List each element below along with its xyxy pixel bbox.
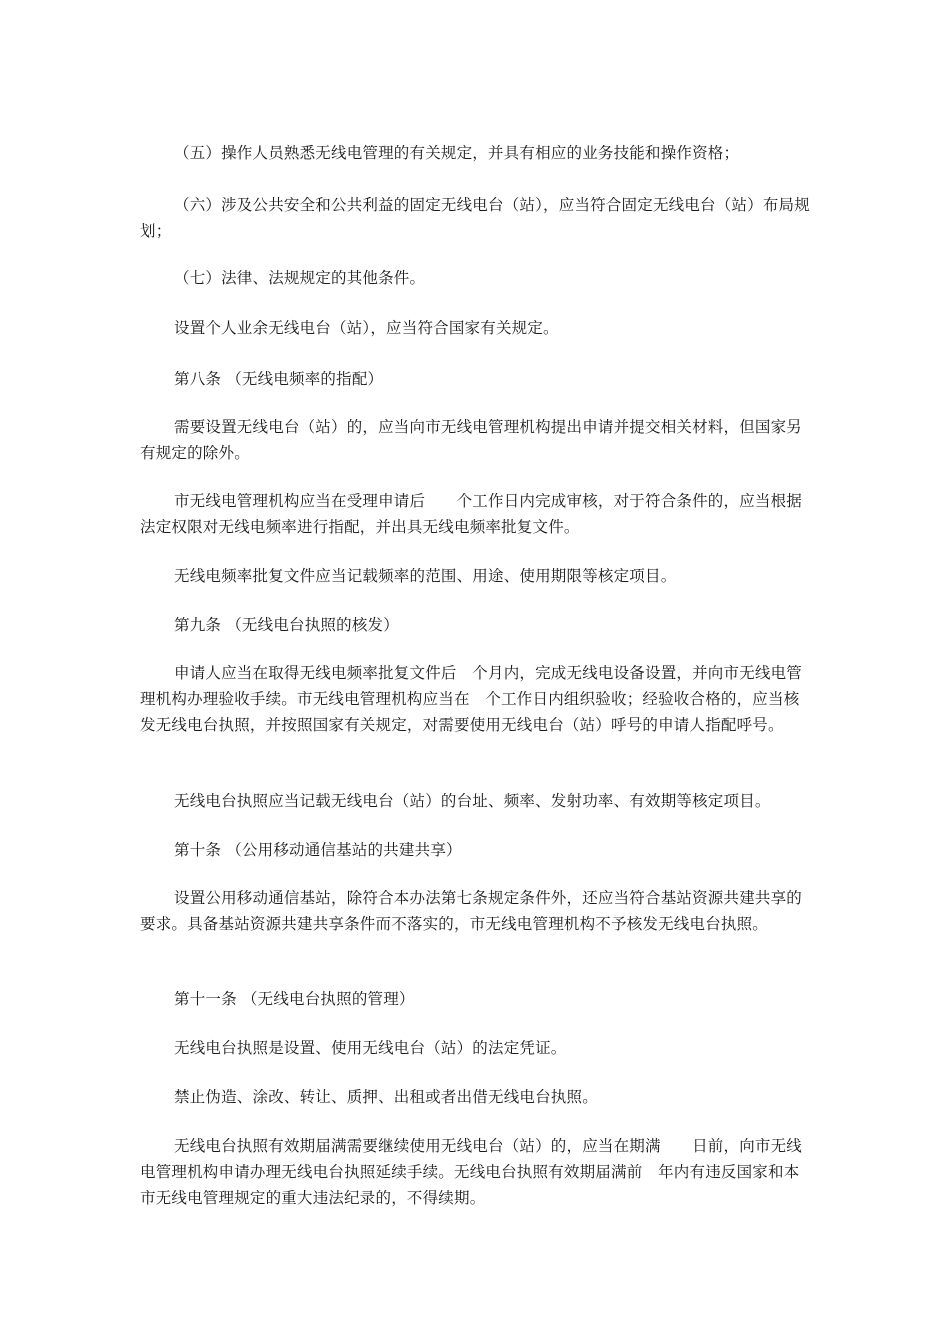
article-8-paragraph-3: 无线电频率批复文件应当记载频率的范围、用途、使用期限等核定项目。 [174, 567, 677, 585]
article-10-paragraph-1: 设置公用移动通信基站，除符合本办法第七条规定条件外，还应当符合基站资源共建共享的要求。具备基站资源共建共享条件而不落实的，市无线电管理机构不予核发无线电台执照。 [140, 889, 803, 933]
article-11-paragraph-2: 禁止伪造、涂改、转让、质押、出租或者出借无线电台执照。 [174, 1088, 598, 1106]
article-11-paragraph-3: 无线电台执照有效期届满需要继续使用无线电台（站）的，应当在期满 日前，向市无线电管理机构申请办理无线电台执照延续手续。无线电台执照有效期届满前 年内有违反国家和本市无线电管理规定的重大违法纪录的，不得续期。 [140, 1137, 803, 1207]
article-8-heading: 第八条 （无线电频率的指配） [174, 370, 384, 388]
article-11-heading: 第十一条 （无线电台执照的管理） [174, 990, 415, 1008]
article-11-paragraph-1: 无线电台执照是设置、使用无线电台（站）的法定凭证。 [174, 1039, 567, 1057]
paragraph-item-5: （五）操作人员熟悉无线电管理的有关规定，并具有相应的业务技能和操作资格； [174, 144, 740, 162]
article-9-heading: 第九条 （无线电台执照的核发） [174, 616, 399, 634]
paragraph-amateur-station: 设置个人业余无线电台（站），应当符合国家有关规定。 [174, 319, 559, 337]
article-10-heading: 第十条 （公用移动通信基站的共建共享） [174, 841, 462, 859]
article-9-paragraph-2: 无线电台执照应当记载无线电台（站）的台址、频率、发射功率、有效期等核定项目。 [174, 792, 771, 810]
paragraph-item-6: （六）涉及公共安全和公共利益的固定无线电台（站），应当符合固定无线电台（站）布局规划； [140, 196, 810, 240]
article-8-paragraph-1: 需要设置无线电台（站）的，应当向市无线电管理机构提出申请并提交相关材料，但国家另有规定的除外。 [140, 418, 803, 462]
article-8-paragraph-2: 市无线电管理机构应当在受理申请后 个工作日内完成审核，对于符合条件的，应当根据法定权限对无线电频率进行指配，并出具无线电频率批复文件。 [140, 492, 803, 536]
paragraph-item-7: （七）法律、法规规定的其他条件。 [174, 269, 426, 287]
article-9-paragraph-1: 申请人应当在取得无线电频率批复文件后 个月内，完成无线电设备设置，并向市无线电管理机构办理验收手续。市无线电管理机构应当在 个工作日内组织验收；经验收合格的，应当核发无线电台执照，并按照国家有关规定，对需要使用无线电台（站）呼号的申请人指配呼号。 [140, 664, 803, 734]
